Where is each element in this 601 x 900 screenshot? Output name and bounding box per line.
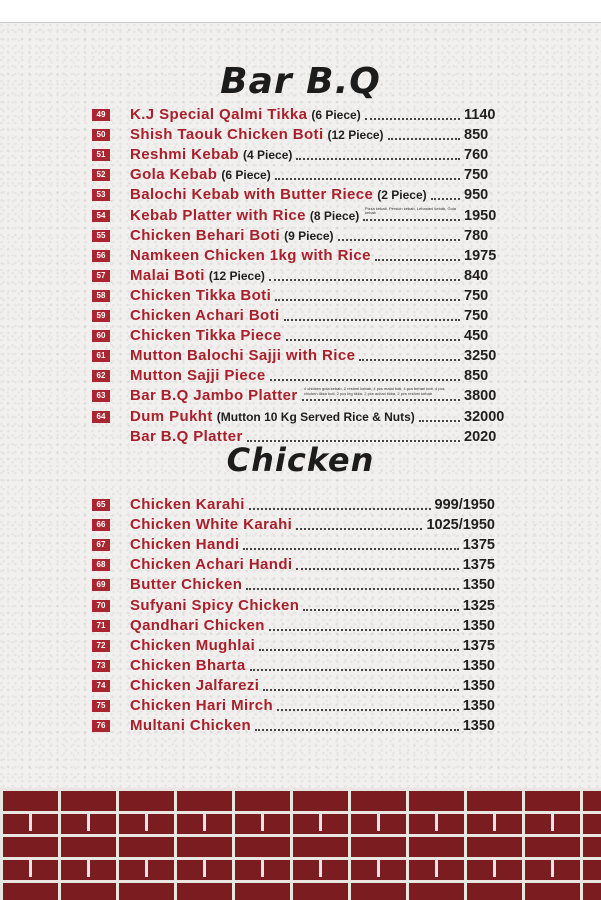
leader-dots (375, 259, 460, 261)
item-name (130, 616, 265, 636)
item-name (130, 555, 292, 575)
menu-item-row (0, 535, 601, 555)
item-number-badge: 68 (92, 559, 110, 571)
item-price: 1350 (462, 698, 495, 714)
item-name (130, 165, 271, 185)
item-name (130, 185, 427, 205)
item-number-badge: 66 (92, 519, 110, 531)
item-fine-print: Pizza kebab, Persion kebab, Lebanani kebab, Gola kebab (365, 205, 456, 215)
item-name-text: Chicken Tikka Boti (130, 286, 272, 304)
item-number-badge: 53 (92, 189, 110, 201)
item-portion-note: (6 Piece) (221, 168, 271, 183)
leader-dots (388, 138, 460, 140)
item-price: 850 (464, 127, 489, 144)
item-name (130, 366, 266, 386)
item-price: 750 (464, 308, 489, 324)
section-title-chicken: Chicken (226, 441, 375, 479)
item-name (130, 145, 292, 165)
leader-dots (338, 239, 460, 241)
menu-item-row (0, 366, 601, 386)
leader-dots (296, 158, 460, 160)
item-number-badge: 67 (92, 539, 110, 551)
item-portion-note: (9 Piece) (284, 228, 334, 243)
menu-item-row (0, 575, 601, 595)
item-name-text: Kebab Platter with Rice (130, 206, 306, 224)
item-name (130, 535, 239, 555)
item-portion-note: (12 Piece) (327, 128, 384, 143)
item-name-text: Chicken Hari Mirch (130, 697, 274, 714)
menu-item-row (0, 286, 601, 306)
item-number-badge: 70 (92, 600, 110, 612)
item-portion-note: (4 Piece) (243, 148, 293, 163)
item-name-text: Sufyani Spicy Chicken (130, 596, 300, 614)
leader-dots (263, 689, 459, 691)
item-number-badge: 69 (92, 579, 110, 591)
item-number-badge: 60 (92, 330, 110, 342)
item-name-text: Reshmi Kebab (130, 146, 239, 164)
menu-item-row (0, 165, 601, 185)
item-number-badge: 75 (92, 700, 110, 712)
item-number-badge: 63 (92, 390, 110, 402)
item-price: 1140 (464, 107, 496, 123)
item-name (130, 125, 384, 145)
leader-dots (359, 359, 460, 361)
item-price: 850 (464, 368, 489, 385)
item-price: 32000 (464, 408, 505, 425)
section-title-bbq: Bar B.Q (220, 61, 381, 102)
item-name-text: Chicken Karahi (130, 496, 245, 513)
item-name-text: Chicken Achari Handi (130, 556, 293, 574)
item-name (130, 596, 299, 616)
item-price: 1375 (462, 557, 495, 574)
menu-item-row (0, 246, 601, 266)
item-number-badge: 71 (92, 620, 110, 632)
item-name (130, 306, 280, 326)
item-name-text: Chicken Bharta (130, 656, 246, 674)
item-number-badge: 58 (92, 290, 110, 302)
item-number-badge: 49 (92, 109, 110, 121)
item-price: 1025/1950 (426, 517, 495, 534)
item-price: 1950 (464, 207, 497, 224)
item-price: 1375 (462, 637, 495, 654)
menu-item-row (0, 596, 601, 616)
menu-item-row (0, 716, 601, 736)
item-name (130, 326, 282, 346)
leader-dots (270, 379, 460, 381)
item-name (130, 696, 273, 716)
item-name-text: Dum Pukht (130, 407, 213, 425)
item-price: 450 (464, 328, 489, 345)
item-number-badge: 57 (92, 270, 110, 282)
item-portion-note: (6 Piece) (311, 108, 361, 122)
item-name (130, 495, 245, 515)
item-price: 3800 (464, 388, 497, 405)
item-number-badge: 59 (92, 310, 110, 322)
item-number-badge: 73 (92, 660, 110, 672)
leader-dots (249, 508, 431, 510)
item-name-text: Chicken Jalfarezi (130, 676, 260, 694)
item-number-badge: 54 (92, 210, 110, 222)
item-name (130, 206, 359, 226)
item-name (130, 346, 355, 366)
menu-item-row (0, 555, 601, 575)
item-number-badge: 72 (92, 640, 110, 652)
item-price: 2020 (464, 428, 497, 445)
item-name (130, 575, 242, 595)
item-number-badge: 56 (92, 250, 110, 262)
item-number-badge: 51 (92, 149, 110, 161)
menu-item-row (0, 616, 601, 636)
leader-dots (259, 649, 459, 651)
item-price: 1350 (462, 718, 495, 735)
menu-item-row (0, 636, 601, 656)
leader-dots (286, 339, 460, 341)
menu-item-row (0, 306, 601, 326)
item-name-text: Namkeen Chicken 1kg with Rice (130, 246, 371, 264)
menu-item-row (0, 515, 601, 535)
item-name (130, 246, 371, 266)
item-number-badge: 55 (92, 230, 110, 242)
item-name-text: K.J Special Qalmi Tikka (130, 106, 308, 123)
item-portion-note: (8 Piece) (309, 208, 360, 223)
leader-dots (431, 198, 460, 200)
item-fine-print: 4 chicken gola kebab, 2 reshmi kebab, 4 pcs malai boti, 4 pcs behari boti, 4 pcs chicken tikka boti, 2 pcs leg tikka, 2 pcs achari tikka, 2 pcs reshmi kebab (304, 386, 445, 396)
leader-dots (277, 709, 459, 711)
item-price: 750 (464, 287, 489, 304)
menu-item-row (0, 346, 601, 366)
item-price: 3250 (464, 348, 497, 365)
leader-dots (275, 299, 460, 301)
item-name-text: Bar B.Q Platter (130, 427, 243, 445)
leader-dots (255, 729, 459, 731)
item-name-text: Malai Boti (130, 266, 205, 284)
item-name (130, 266, 265, 286)
leader-dots (246, 588, 459, 590)
leader-dots (296, 528, 422, 530)
item-price: 1350 (462, 677, 495, 694)
item-number-badge: 65 (92, 499, 110, 511)
menu-item-row (0, 226, 601, 246)
item-price: 760 (464, 147, 489, 164)
menu-item-row (0, 696, 601, 716)
item-name-text: Balochi Kebab with Butter Riece (130, 186, 374, 204)
leader-dots (243, 548, 459, 550)
item-name (130, 515, 292, 535)
item-name-text: Chicken Handi (130, 536, 240, 554)
item-price: 1325 (462, 597, 495, 614)
leader-dots (275, 178, 460, 180)
menu-item-row (0, 656, 601, 676)
item-name (130, 636, 255, 656)
leader-dots (269, 629, 459, 631)
menu-item-row (0, 266, 601, 286)
menu-page (0, 22, 601, 878)
item-number-badge: 50 (92, 129, 110, 141)
item-name-text: Mutton Sajji Piece (130, 367, 266, 385)
brick-wall-decoration (0, 788, 601, 900)
item-name-text: Qandhari Chicken (130, 616, 265, 634)
menu-item-row (0, 326, 601, 346)
item-name-text: Gola Kebab (130, 166, 218, 184)
item-name-text: Shish Taouk Chicken Boti (130, 126, 324, 144)
menu-item-row (0, 185, 601, 205)
item-price: 950 (464, 187, 489, 204)
item-name (130, 386, 298, 406)
item-price: 999/1950 (434, 497, 495, 513)
item-name (130, 226, 334, 246)
item-price: 1375 (462, 537, 495, 554)
item-name-text: Multani Chicken (130, 717, 252, 735)
item-name-text: Chicken Tikka Piece (130, 327, 282, 345)
leader-dots (296, 568, 459, 570)
item-name-text: Butter Chicken (130, 576, 243, 594)
item-name (130, 656, 246, 676)
item-name-text: Chicken Achari Boti (130, 307, 280, 324)
leader-dots (269, 279, 460, 281)
item-portion-note: (2 Piece) (377, 188, 427, 203)
item-name-text: Chicken Mughlai (130, 636, 256, 654)
item-price: 840 (464, 267, 489, 284)
item-number-badge: 52 (92, 169, 110, 181)
item-name-text: Chicken Behari Boti (130, 226, 281, 244)
item-number-badge: 76 (92, 720, 110, 732)
item-name-text: Bar B.Q Jambo Platter (130, 387, 298, 405)
item-name-text: Chicken White Karahi (130, 516, 293, 534)
item-price: 1350 (462, 617, 495, 634)
item-price: 1350 (462, 657, 495, 674)
leader-dots (302, 399, 460, 401)
leader-dots (303, 609, 459, 611)
item-price: 780 (464, 227, 489, 244)
menu-item-row (0, 145, 601, 165)
item-number-badge: 62 (92, 370, 110, 382)
menu-item-row (0, 407, 601, 427)
menu-item-row (0, 495, 601, 515)
item-number-badge: 61 (92, 350, 110, 362)
item-number-badge: 64 (92, 411, 110, 423)
menu-item-row (0, 676, 601, 696)
leader-dots (284, 319, 460, 321)
item-price: 750 (464, 167, 489, 184)
item-name (130, 286, 271, 306)
leader-dots (365, 118, 460, 120)
leader-dots (419, 420, 460, 422)
item-portion-note: (Mutton 10 Kg Served Rice & Nuts) (216, 409, 415, 424)
item-price: 1350 (462, 577, 495, 594)
item-price: 1975 (464, 247, 497, 264)
item-number-badge: 74 (92, 680, 110, 692)
menu-item-row (0, 105, 601, 125)
item-name (130, 716, 251, 736)
item-name (130, 105, 361, 125)
leader-dots (250, 669, 459, 671)
menu-item-row (0, 125, 601, 145)
item-portion-note: (12 Piece) (208, 268, 265, 283)
item-name (130, 676, 259, 696)
leader-dots (363, 219, 460, 221)
menu-item-row (0, 386, 601, 406)
item-name (130, 407, 415, 427)
item-name-text: Mutton Balochi Sajji with Rice (130, 347, 356, 365)
menu-item-row (0, 206, 601, 226)
